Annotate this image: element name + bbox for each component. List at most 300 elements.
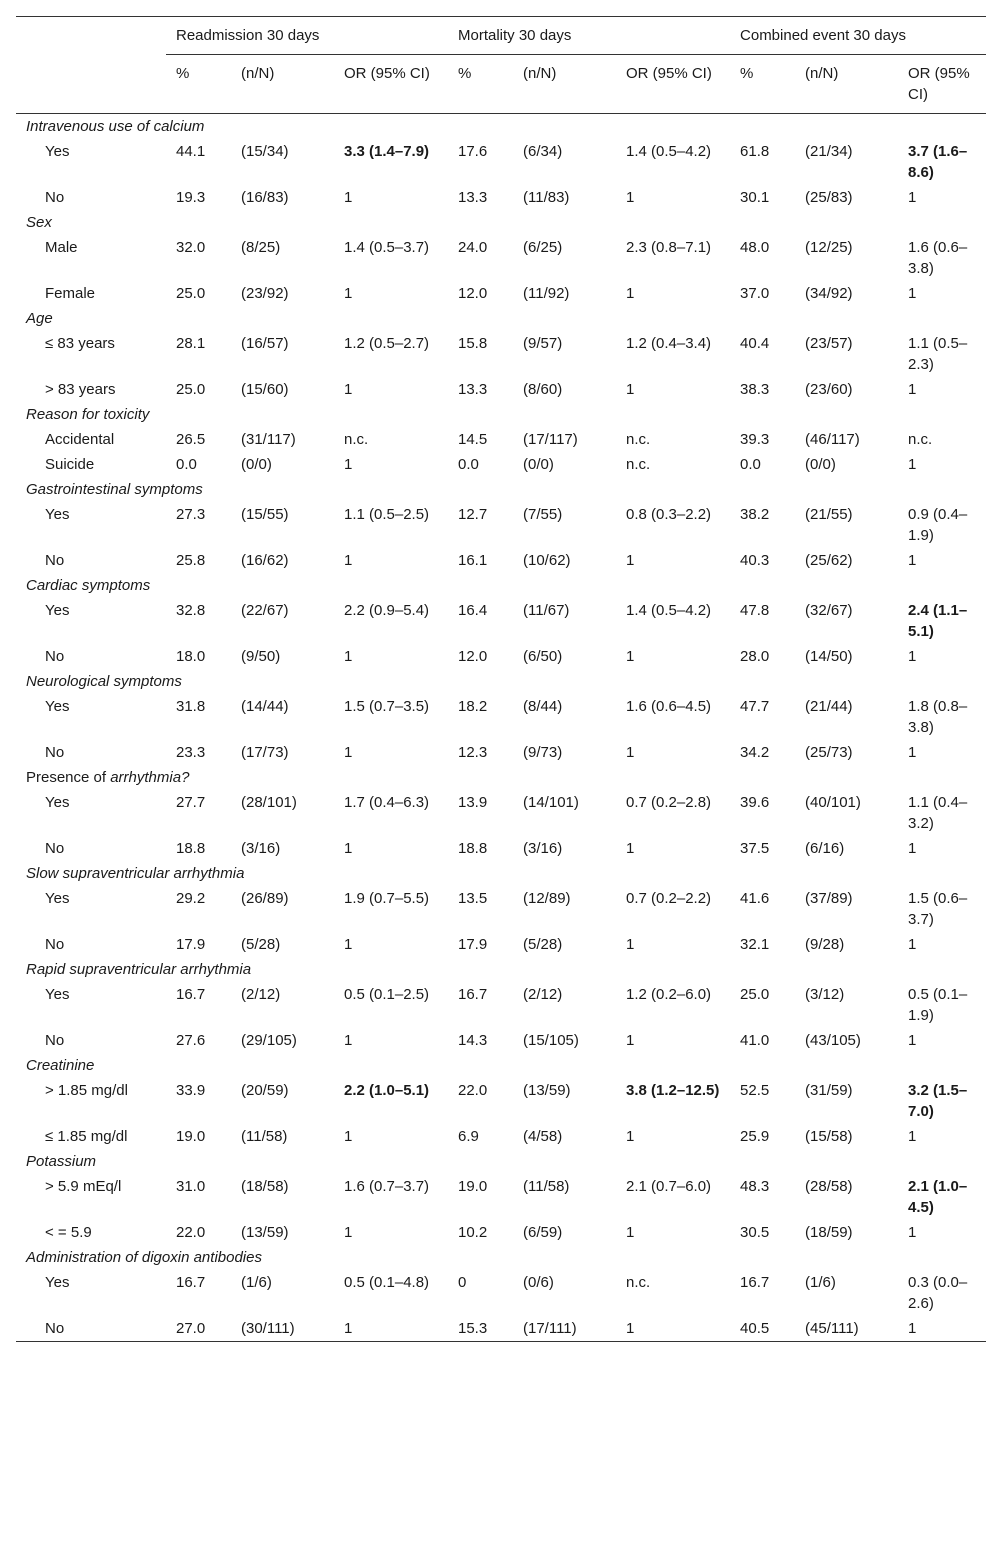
table-cell: (43/105)	[805, 1032, 861, 1049]
table-cell: 17.9	[176, 936, 206, 953]
table-cell: 61.8	[740, 143, 770, 160]
table-cell: (14/101)	[523, 794, 579, 811]
table-cell: (11/67)	[523, 602, 570, 619]
table-cell: 1	[908, 456, 917, 473]
table-cell: (21/34)	[805, 143, 853, 160]
table-cell: 12.0	[458, 648, 488, 665]
sub-header-pct: %	[730, 55, 805, 114]
table-row	[16, 790, 986, 836]
table-row	[16, 235, 986, 281]
section-row	[16, 573, 986, 598]
table-cell: 27.7	[176, 794, 206, 811]
table-cell: 39.3	[740, 431, 770, 448]
table-cell: 22.0	[176, 1224, 206, 1241]
table-cell: 1	[626, 1128, 635, 1145]
table-cell: 1	[344, 552, 353, 569]
table-cell: (21/55)	[805, 506, 853, 523]
table-cell: (21/44)	[805, 698, 853, 715]
table-cell: 19.0	[176, 1128, 206, 1145]
table-cell: 1.1 (0.4–3.2)	[908, 794, 968, 832]
section-label: Intravenous use of calcium	[26, 118, 205, 135]
table-cell: (18/59)	[805, 1224, 853, 1241]
table-cell: 27.3	[176, 506, 206, 523]
table-cell: 30.1	[740, 189, 770, 206]
table-cell: 1	[908, 1128, 917, 1145]
table-cell: 32.0	[176, 239, 206, 256]
table-cell: (3/16)	[523, 840, 563, 857]
table-cell: (12/25)	[805, 239, 853, 256]
table-cell: 15.3	[448, 1316, 523, 1342]
table-cell: (26/89)	[241, 890, 289, 907]
table-cell: 0.7 (0.2–2.2)	[626, 890, 712, 907]
table-cell: 1	[908, 744, 917, 761]
sub-header-or: OR (95% CI)	[908, 55, 986, 114]
section-label: Gastrointestinal symptoms	[26, 481, 203, 498]
table-cell: 3.8 (1.2–12.5)	[626, 1082, 720, 1099]
section-row	[16, 669, 986, 694]
table-cell: n.c.	[908, 431, 933, 448]
table-cell: (10/62)	[523, 552, 571, 569]
section-row	[16, 1149, 986, 1174]
section-row	[16, 306, 986, 331]
table-row	[16, 982, 986, 1028]
table-cell: 1	[908, 285, 917, 302]
table-cell: 18.0	[176, 648, 206, 665]
table-row	[16, 548, 986, 573]
sub-header-row	[16, 55, 986, 114]
table-cell: 28.1	[176, 335, 206, 352]
table-cell: 1	[626, 648, 635, 665]
table-cell: 24.0	[458, 239, 488, 256]
table-cell: 1	[626, 285, 635, 302]
table-cell: 16.4	[458, 602, 488, 619]
table-row	[16, 1078, 986, 1124]
table-cell: (9/57)	[523, 335, 563, 352]
table-row	[16, 1220, 986, 1245]
section-label	[16, 765, 986, 790]
table-cell: 18.2	[458, 698, 488, 715]
table-cell: 17.9	[458, 936, 488, 953]
row-label: Yes	[45, 1274, 70, 1291]
table-cell: 1	[908, 1032, 917, 1049]
sub-header-nN: (n/N)	[523, 55, 626, 114]
table-cell: 1.2 (0.2–6.0)	[626, 986, 712, 1003]
row-label: Yes	[45, 698, 70, 715]
sub-header-pct: %	[166, 55, 241, 114]
table-cell: 1.6 (0.6–3.8)	[908, 239, 968, 277]
table-cell: 3.2 (1.5–7.0)	[908, 1082, 968, 1120]
table-cell: 16.7	[176, 986, 206, 1003]
table-cell: 38.2	[740, 506, 770, 523]
table-cell: 29.2	[176, 890, 206, 907]
table-cell: 31.0	[176, 1178, 206, 1195]
table-cell: (29/105)	[241, 1032, 297, 1049]
section-row	[16, 114, 986, 140]
table-cell: (7/55)	[523, 506, 563, 523]
table-cell: 1	[344, 285, 353, 302]
section-label: Age	[26, 310, 53, 327]
table-cell: (11/92)	[523, 285, 570, 302]
table-row	[16, 644, 986, 669]
table-cell: 1	[344, 744, 353, 761]
table-cell: (4/58)	[523, 1128, 563, 1145]
sub-header-corner	[16, 55, 166, 114]
table-cell: 13.9	[458, 794, 488, 811]
table-cell: (17/117)	[523, 431, 578, 448]
table-cell: 0.0	[458, 456, 479, 473]
table-cell: (0/0)	[241, 456, 272, 473]
table-cell: 0.5 (0.1–2.5)	[344, 986, 430, 1003]
table-row	[16, 836, 986, 861]
table-row	[16, 694, 986, 740]
table-cell: (32/67)	[805, 602, 853, 619]
row-label: Accidental	[45, 431, 115, 448]
section-label: Administration of digoxin antibodies	[26, 1249, 262, 1266]
table-cell: (12/89)	[523, 890, 571, 907]
table-cell: 25.0	[176, 285, 206, 302]
table-cell: 1	[908, 936, 917, 953]
table-cell: (3/12)	[805, 986, 845, 1003]
table-row	[16, 932, 986, 957]
table-cell: 1	[626, 840, 635, 857]
table-cell: 25.0	[740, 986, 770, 1003]
table-cell: 1	[908, 552, 917, 569]
table-cell: (34/92)	[805, 285, 853, 302]
row-label: > 1.85 mg/dl	[45, 1082, 128, 1099]
table-cell: (23/60)	[805, 381, 853, 398]
table-row	[16, 377, 986, 402]
table-cell: 47.7	[740, 698, 770, 715]
table-cell: 1	[344, 189, 353, 206]
table-cell: 1	[908, 1224, 917, 1241]
table-cell: (17/111)	[523, 1316, 626, 1342]
table-cell: (6/25)	[523, 239, 563, 256]
table-cell: (13/59)	[241, 1224, 289, 1241]
table-cell: 25.9	[740, 1128, 770, 1145]
table-cell: 40.5	[730, 1316, 805, 1342]
table-row	[16, 452, 986, 477]
section-row	[16, 402, 986, 427]
table-cell: 1.7 (0.4–6.3)	[344, 794, 430, 811]
row-label: No	[45, 936, 65, 953]
table-cell: 32.8	[176, 602, 206, 619]
table-cell: 27.0	[166, 1316, 241, 1342]
section-row	[16, 477, 986, 502]
row-label: Yes	[45, 506, 70, 523]
table-cell: 26.5	[176, 431, 206, 448]
table-cell: (2/12)	[523, 986, 563, 1003]
table-cell: 0.7 (0.2–2.8)	[626, 794, 712, 811]
table-cell: 28.0	[740, 648, 770, 665]
table-cell: 1	[344, 1224, 353, 1241]
table-cell: 48.3	[740, 1178, 770, 1195]
group-header-readmission: Readmission 30 days	[166, 17, 448, 55]
table-cell: (28/101)	[241, 794, 297, 811]
table-cell: 0.5 (0.1–1.9)	[908, 986, 968, 1024]
table-cell: (6/50)	[523, 648, 563, 665]
table-cell: (0/0)	[805, 456, 836, 473]
table-cell: 16.1	[458, 552, 488, 569]
table-cell: (11/83)	[523, 189, 570, 206]
table-cell: 16.7	[458, 986, 488, 1003]
table-cell: 39.6	[740, 794, 770, 811]
section-label: Neurological symptoms	[26, 673, 182, 690]
table-cell: 1.2 (0.5–2.7)	[344, 335, 430, 352]
table-cell: 19.3	[176, 189, 206, 206]
table-cell: 1	[626, 1316, 730, 1342]
row-label: Female	[45, 285, 96, 302]
section-row	[16, 1053, 986, 1078]
table-row	[16, 740, 986, 765]
table-cell: (31/117)	[241, 431, 296, 448]
table-cell: (14/50)	[805, 648, 853, 665]
table-cell: 14.3	[458, 1032, 488, 1049]
section-row	[16, 210, 986, 235]
table-cell: 44.1	[176, 143, 206, 160]
table-cell: (45/111)	[805, 1316, 908, 1342]
table-cell: 19.0	[458, 1178, 488, 1195]
table-cell: 1.4 (0.5–3.7)	[344, 239, 430, 256]
table-cell: 32.1	[740, 936, 770, 953]
table-cell: 13.3	[458, 381, 488, 398]
table-cell: 1	[626, 552, 635, 569]
table-cell: (15/60)	[241, 381, 289, 398]
table-cell: 52.5	[740, 1082, 770, 1099]
table-cell: 12.3	[458, 744, 488, 761]
table-cell: (2/12)	[241, 986, 281, 1003]
table-cell: 1	[344, 648, 353, 665]
table-row	[16, 502, 986, 548]
table-cell: 2.1 (0.7–6.0)	[626, 1178, 712, 1195]
group-header-row	[16, 17, 986, 55]
row-label: Suicide	[45, 456, 95, 473]
table-cell: 1	[908, 189, 917, 206]
table-row	[16, 185, 986, 210]
table-cell: 0.9 (0.4–1.9)	[908, 506, 968, 544]
table-cell: 1	[344, 1032, 353, 1049]
table-cell: 1	[626, 1224, 635, 1241]
table-cell: 1.4 (0.5–4.2)	[626, 602, 712, 619]
table-cell: 15.8	[458, 335, 488, 352]
table-row	[16, 331, 986, 377]
row-label: ≤ 1.85 mg/dl	[45, 1128, 128, 1145]
table-cell: (30/111)	[241, 1316, 344, 1342]
row-label: No	[45, 648, 65, 665]
table-cell: n.c.	[344, 431, 369, 448]
section-row	[16, 957, 986, 982]
table-cell: (31/59)	[805, 1082, 853, 1099]
section-label: Slow supraventricular arrhythmia	[26, 865, 245, 882]
table-cell: (25/73)	[805, 744, 853, 761]
table-cell: 16.7	[176, 1274, 206, 1291]
table-cell: (9/73)	[523, 744, 563, 761]
row-label: No	[45, 552, 65, 569]
table-cell: 1	[344, 936, 353, 953]
row-label: < = 5.9	[45, 1224, 92, 1241]
table-cell: 2.2 (0.9–5.4)	[344, 602, 430, 619]
table-cell: (25/83)	[805, 189, 853, 206]
table-cell: 1	[908, 1316, 986, 1342]
table-row	[16, 1174, 986, 1220]
table-cell: 37.0	[740, 285, 770, 302]
table-cell: 1	[626, 744, 635, 761]
table-cell: (37/89)	[805, 890, 853, 907]
table-cell: 1.6 (0.6–4.5)	[626, 698, 712, 715]
table-cell: (1/6)	[805, 1274, 836, 1291]
section-label: Sex	[26, 214, 52, 231]
table-cell: (16/62)	[241, 552, 289, 569]
table-cell: (3/16)	[241, 840, 281, 857]
results-table	[16, 16, 986, 1342]
table-row	[16, 1270, 986, 1316]
section-label: Potassium	[26, 1153, 97, 1170]
table-cell: (22/67)	[241, 602, 289, 619]
row-label: Yes	[45, 794, 70, 811]
table-cell: (20/59)	[241, 1082, 289, 1099]
row-label: Yes	[45, 986, 70, 1003]
section-row	[16, 861, 986, 886]
table-cell: 0.0	[740, 456, 761, 473]
row-label: ≤ 83 years	[45, 335, 115, 352]
table-cell: 0	[458, 1274, 467, 1291]
table-cell: 34.2	[740, 744, 770, 761]
table-cell: (46/117)	[805, 431, 860, 448]
table-cell: (8/25)	[241, 239, 281, 256]
row-label: Yes	[45, 602, 70, 619]
table-cell: 41.6	[740, 890, 770, 907]
section-label: Reason for toxicity	[26, 406, 150, 423]
row-label: > 5.9 mEq/l	[45, 1178, 122, 1195]
table-cell: 13.3	[458, 189, 488, 206]
row-label: No	[45, 1032, 65, 1049]
section-label: Creatinine	[26, 1057, 95, 1074]
table-cell: 1.5 (0.6–3.7)	[908, 890, 968, 928]
table-cell: (5/28)	[523, 936, 563, 953]
table-cell: 1.8 (0.8–3.8)	[908, 698, 968, 736]
table-cell: (28/58)	[805, 1178, 853, 1195]
table-cell: (9/28)	[805, 936, 845, 953]
row-label: > 83 years	[45, 381, 116, 398]
table-cell: (9/50)	[241, 648, 281, 665]
table-cell: 47.8	[740, 602, 770, 619]
table-cell: 23.3	[176, 744, 206, 761]
section-label: Cardiac symptoms	[26, 577, 151, 594]
table-row	[16, 139, 986, 185]
table-cell: (6/16)	[805, 840, 845, 857]
table-cell: 1	[344, 840, 353, 857]
table-cell: (6/34)	[523, 143, 563, 160]
section-label: Rapid supraventricular arrhythmia	[26, 961, 252, 978]
table-cell: (6/59)	[523, 1224, 563, 1241]
table-cell: 0.0	[176, 456, 197, 473]
table-cell: 0.8 (0.3–2.2)	[626, 506, 712, 523]
table-cell: 6.9	[458, 1128, 479, 1145]
table-cell: n.c.	[626, 431, 651, 448]
row-label: Yes	[45, 890, 70, 907]
table-cell: 1	[344, 1316, 448, 1342]
table-cell: (15/34)	[241, 143, 289, 160]
table-cell: 2.4 (1.1–5.1)	[908, 602, 968, 640]
table-cell: 25.8	[176, 552, 206, 569]
table-cell: 18.8	[458, 840, 488, 857]
section-label-italic: arrhythmia?	[110, 769, 190, 786]
table-cell: (11/58)	[241, 1128, 288, 1145]
table-cell: (1/6)	[241, 1274, 272, 1291]
table-cell: (0/0)	[523, 456, 554, 473]
table-cell: 37.5	[740, 840, 770, 857]
table-cell: 10.2	[458, 1224, 488, 1241]
table-cell: 41.0	[740, 1032, 770, 1049]
row-label: No	[16, 1316, 166, 1342]
table-cell: 1	[626, 1032, 635, 1049]
table-body	[16, 17, 986, 1342]
table-cell: (23/57)	[805, 335, 853, 352]
table-cell: 48.0	[740, 239, 770, 256]
section-row	[16, 765, 986, 790]
table-cell: 0.3 (0.0–2.6)	[908, 1274, 968, 1312]
section-label-plain: Presence of	[26, 769, 111, 786]
table-row	[16, 598, 986, 644]
table-cell: (16/57)	[241, 335, 289, 352]
table-cell: 18.8	[176, 840, 206, 857]
table-cell: (0/6)	[523, 1274, 554, 1291]
table-cell: 27.6	[176, 1032, 206, 1049]
table-cell: 1.6 (0.7–3.7)	[344, 1178, 430, 1195]
table-cell: 3.7 (1.6–8.6)	[908, 143, 968, 181]
table-cell: 25.0	[176, 381, 206, 398]
table-cell: (11/58)	[523, 1178, 570, 1195]
table-cell: 1.1 (0.5–2.5)	[344, 506, 430, 523]
sub-header-nN: (n/N)	[805, 55, 908, 114]
table-cell: 30.5	[740, 1224, 770, 1241]
table-cell: 3.3 (1.4–7.9)	[344, 143, 430, 160]
table-cell: 17.6	[458, 143, 488, 160]
table-row	[16, 427, 986, 452]
table-cell: (15/55)	[241, 506, 289, 523]
table-cell: 22.0	[458, 1082, 488, 1099]
sub-header-pct: %	[448, 55, 523, 114]
table-cell: 38.3	[740, 381, 770, 398]
table-row	[16, 1028, 986, 1053]
table-cell: 2.2 (1.0–5.1)	[344, 1082, 430, 1099]
table-cell: (25/62)	[805, 552, 853, 569]
table-cell: 1.1 (0.5–2.3)	[908, 335, 968, 373]
table-cell: (17/73)	[241, 744, 289, 761]
table-row	[16, 886, 986, 932]
table-cell: (8/44)	[523, 698, 563, 715]
sub-header-or: OR (95% CI)	[626, 55, 730, 114]
group-header-combined: Combined event 30 days	[730, 17, 986, 55]
table-cell: (23/92)	[241, 285, 289, 302]
table-cell: (16/83)	[241, 189, 289, 206]
table-cell: 12.7	[458, 506, 488, 523]
table-cell: 1	[626, 381, 635, 398]
table-cell: 1.2 (0.4–3.4)	[626, 335, 712, 352]
table-cell: 1	[908, 648, 917, 665]
table-cell: 1	[908, 840, 917, 857]
table-cell: n.c.	[626, 1274, 651, 1291]
group-header-mortality: Mortality 30 days	[448, 17, 730, 55]
table-cell: (15/58)	[805, 1128, 853, 1145]
table-cell: 1	[626, 189, 635, 206]
row-label: Yes	[45, 143, 70, 160]
table-cell: 1	[344, 381, 353, 398]
table-cell: 1	[344, 456, 353, 473]
row-label: Male	[45, 239, 78, 256]
table-cell: 31.8	[176, 698, 206, 715]
table-cell: 40.3	[740, 552, 770, 569]
table-cell: 1.5 (0.7–3.5)	[344, 698, 430, 715]
